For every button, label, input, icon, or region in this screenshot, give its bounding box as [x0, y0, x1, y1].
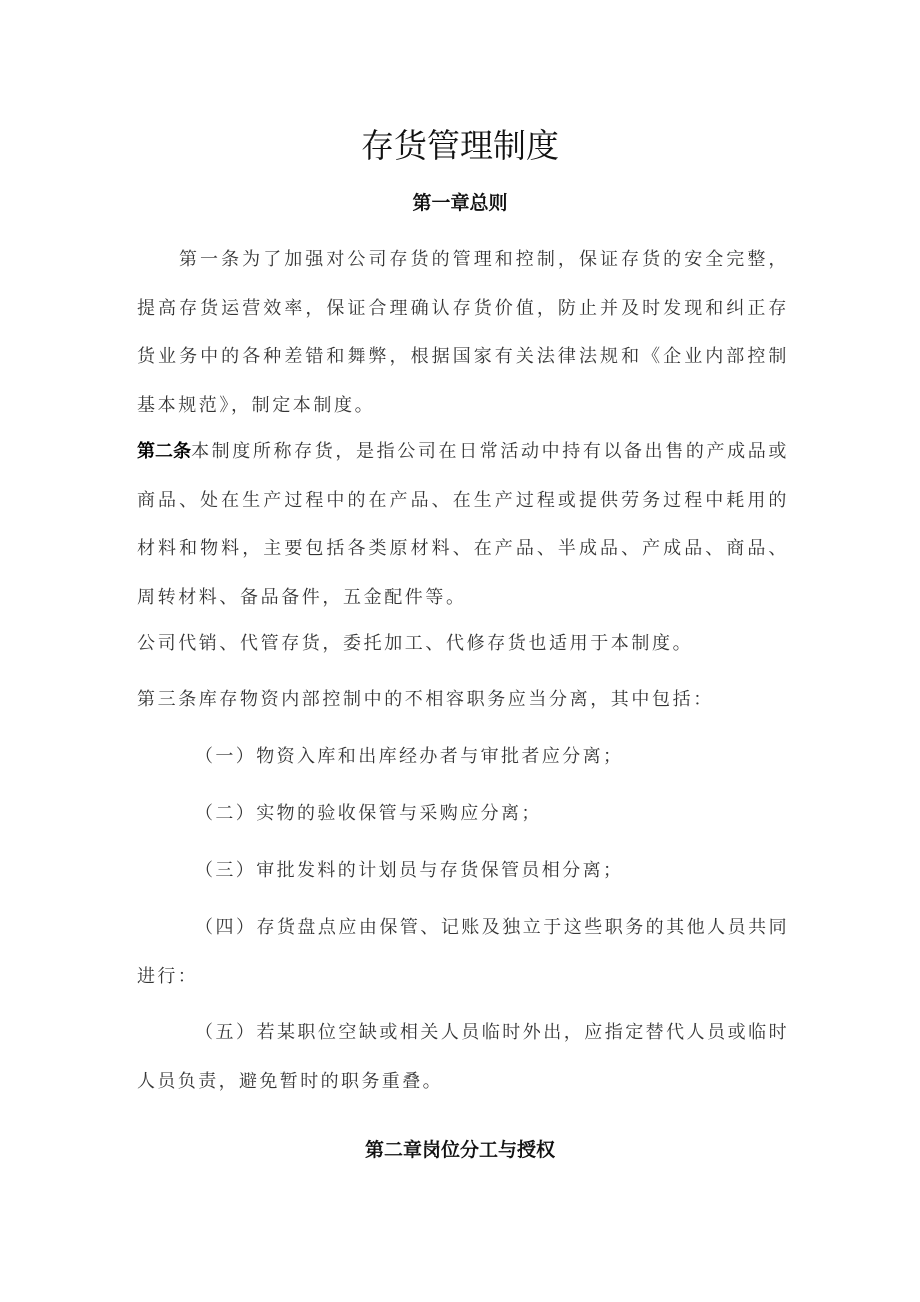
list-item-2: （二）实物的验收保管与采购应分离；	[195, 803, 542, 824]
article-2-label: 第二条	[137, 441, 192, 462]
list-item-1: （一）物资入库和出库经办者与审批者应分离；	[195, 746, 624, 767]
chapter-heading-1: 第一章总则	[412, 192, 508, 214]
list-item-5: （五）若某职位空缺或相关人员临时外出，应指定替代人员或临时人员负责，避免暂时的职务重叠。	[137, 1022, 789, 1092]
article-1: 第一条为了加强对公司存货的管理和控制，保证存货的安全完整，提高存货运营效率，保证合理确认存货价值，防止并及时发现和纠正存货业务中的各种差错和舞弊，根据国家有关法律法规和《企业内部控制基本规范》，制定本制度。	[137, 249, 789, 416]
list-item-3: （三）审批发料的计划员与存货保管员相分离；	[195, 860, 624, 881]
chapter-heading-2: 第二章岗位分工与授权	[364, 1139, 555, 1161]
document-title: 存货管理制度	[361, 126, 559, 165]
article-2-text: 本制度所称存货，是指公司在日常活动中持有以备出售的产成品或商品、处在生产过程中的在产品、在生产过程或提供劳务过程中耗用的材料和物料，主要包括各类原材料、在产品、半成品、产成品、商品、周转材料、备品备件，五金配件等。	[137, 441, 789, 608]
list-item-4: （四）存货盘点应由保管、记账及独立于这些职务的其他人员共同进行：	[137, 917, 789, 987]
article-3: 第三条库存物资内部控制中的不相容职务应当分离，其中包括：	[137, 689, 714, 710]
article-2	[137, 428, 789, 622]
article-2-extra: 公司代销、代管存货，委托加工、代修存货也适用于本制度。	[137, 633, 694, 654]
